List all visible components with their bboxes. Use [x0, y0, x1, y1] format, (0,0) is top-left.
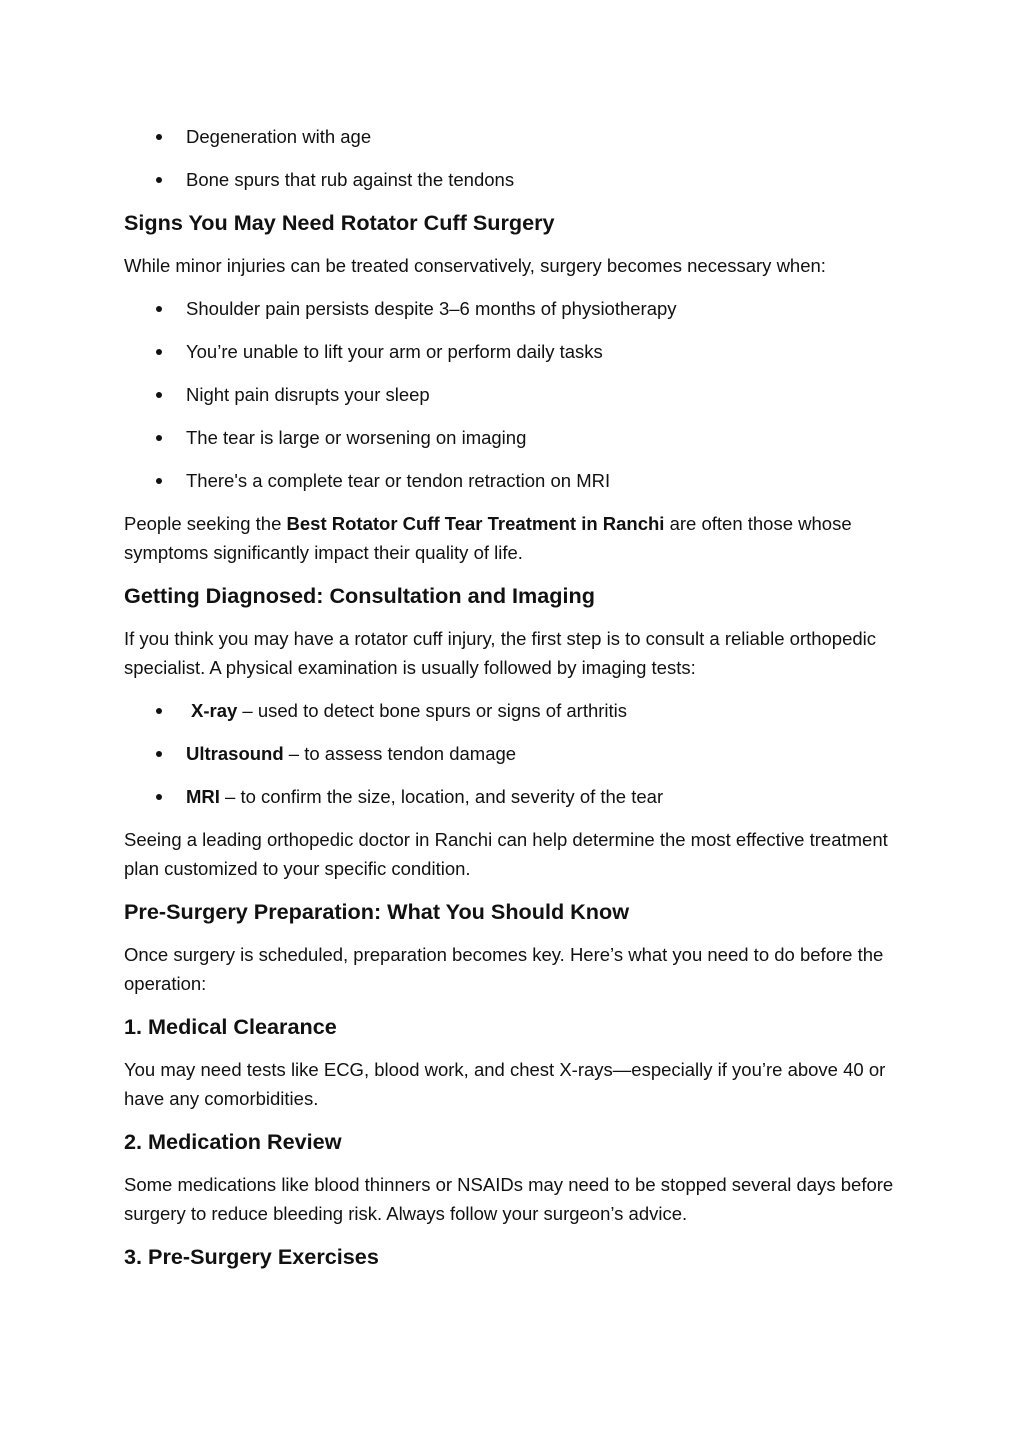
bullet-icon: [156, 177, 162, 183]
imaging-list: [124, 696, 914, 825]
people-text-start: People seeking the: [124, 513, 287, 534]
list-item-text: – to confirm the size, location, and severity of the tear: [219, 786, 664, 807]
list-item-text: Shoulder pain persists despite 3–6 months of physiotherapy: [186, 298, 677, 319]
people-text-end: are often those whose symptoms significantly impact their quality of life.: [124, 513, 852, 563]
diagnosis-closing: Seeing a leading orthopedic doctor in Ranchi can help determine the most effective treatment plan customized to your specific condition.: [124, 829, 888, 879]
subsection-heading-exercises: 3. Pre-Surgery Exercises: [124, 1244, 379, 1269]
list-item-bold: MRI: [186, 786, 220, 807]
bullet-icon: [156, 134, 162, 140]
list-item-bold: X-ray: [191, 700, 238, 721]
list-item-text: – used to detect bone spurs or signs of arthritis: [237, 700, 628, 721]
list-item-text: Degeneration with age: [186, 126, 372, 147]
medication-text: Some medications like blood thinners or NSAIDs may need to be stopped several days before surgery to reduce bleeding risk. Always follow your surgeon’s advice.: [124, 1174, 894, 1224]
list-item: [124, 696, 914, 739]
list-item: [124, 466, 914, 509]
bullet-icon: [156, 435, 162, 441]
list-item: [124, 423, 914, 466]
list-item-text: There's a complete tear or tendon retraction on MRI: [186, 470, 611, 491]
diagnosis-intro: If you think you may have a rotator cuff injury, the first step is to consult a reliable orthopedic specialist. A physical examination is usually followed by imaging tests:: [124, 628, 877, 678]
bullet-icon: [156, 708, 162, 714]
section-heading-signs: Signs You May Need Rotator Cuff Surgery: [124, 210, 555, 235]
list-item-bold: Ultrasound: [186, 743, 284, 764]
list-item: [124, 739, 914, 782]
bullet-icon: [156, 478, 162, 484]
section-heading-diagnosis: Getting Diagnosed: Consultation and Imaging: [124, 583, 595, 608]
bullet-icon: [156, 349, 162, 355]
causes-list: [124, 122, 914, 208]
list-item: [124, 782, 914, 825]
signs-list: [124, 294, 914, 509]
presurgery-intro: Once surgery is scheduled, preparation becomes key. Here’s what you need to do before the operation:: [124, 944, 884, 994]
list-item-text: The tear is large or worsening on imaging: [186, 427, 527, 448]
subsection-heading-medication: 2. Medication Review: [124, 1129, 342, 1154]
list-item-text: You’re unable to lift your arm or perform daily tasks: [186, 341, 603, 362]
list-item: [124, 165, 914, 208]
bullet-icon: [156, 751, 162, 757]
list-item-text: – to assess tendon damage: [283, 743, 517, 764]
list-item: [124, 380, 914, 423]
section-heading-presurgery: Pre-Surgery Preparation: What You Should Know: [124, 899, 630, 924]
clearance-text: You may need tests like ECG, blood work, and chest X-rays—especially if you’re above 40 or have any comorbidities.: [124, 1059, 886, 1109]
subsection-heading-clearance: 1. Medical Clearance: [124, 1014, 337, 1039]
list-item-text: Night pain disrupts your sleep: [186, 384, 430, 405]
document-page: [124, 122, 914, 1285]
list-item: [124, 122, 914, 165]
people-paragraph: [124, 509, 914, 567]
list-item: [124, 337, 914, 380]
list-item-text: Bone spurs that rub against the tendons: [186, 169, 515, 190]
bullet-icon: [156, 794, 162, 800]
signs-intro: While minor injuries can be treated conservatively, surgery becomes necessary when:: [124, 255, 826, 276]
bullet-icon: [156, 306, 162, 312]
list-item: [124, 294, 914, 337]
bullet-icon: [156, 392, 162, 398]
people-text-bold: Best Rotator Cuff Tear Treatment in Ranchi: [286, 513, 665, 534]
